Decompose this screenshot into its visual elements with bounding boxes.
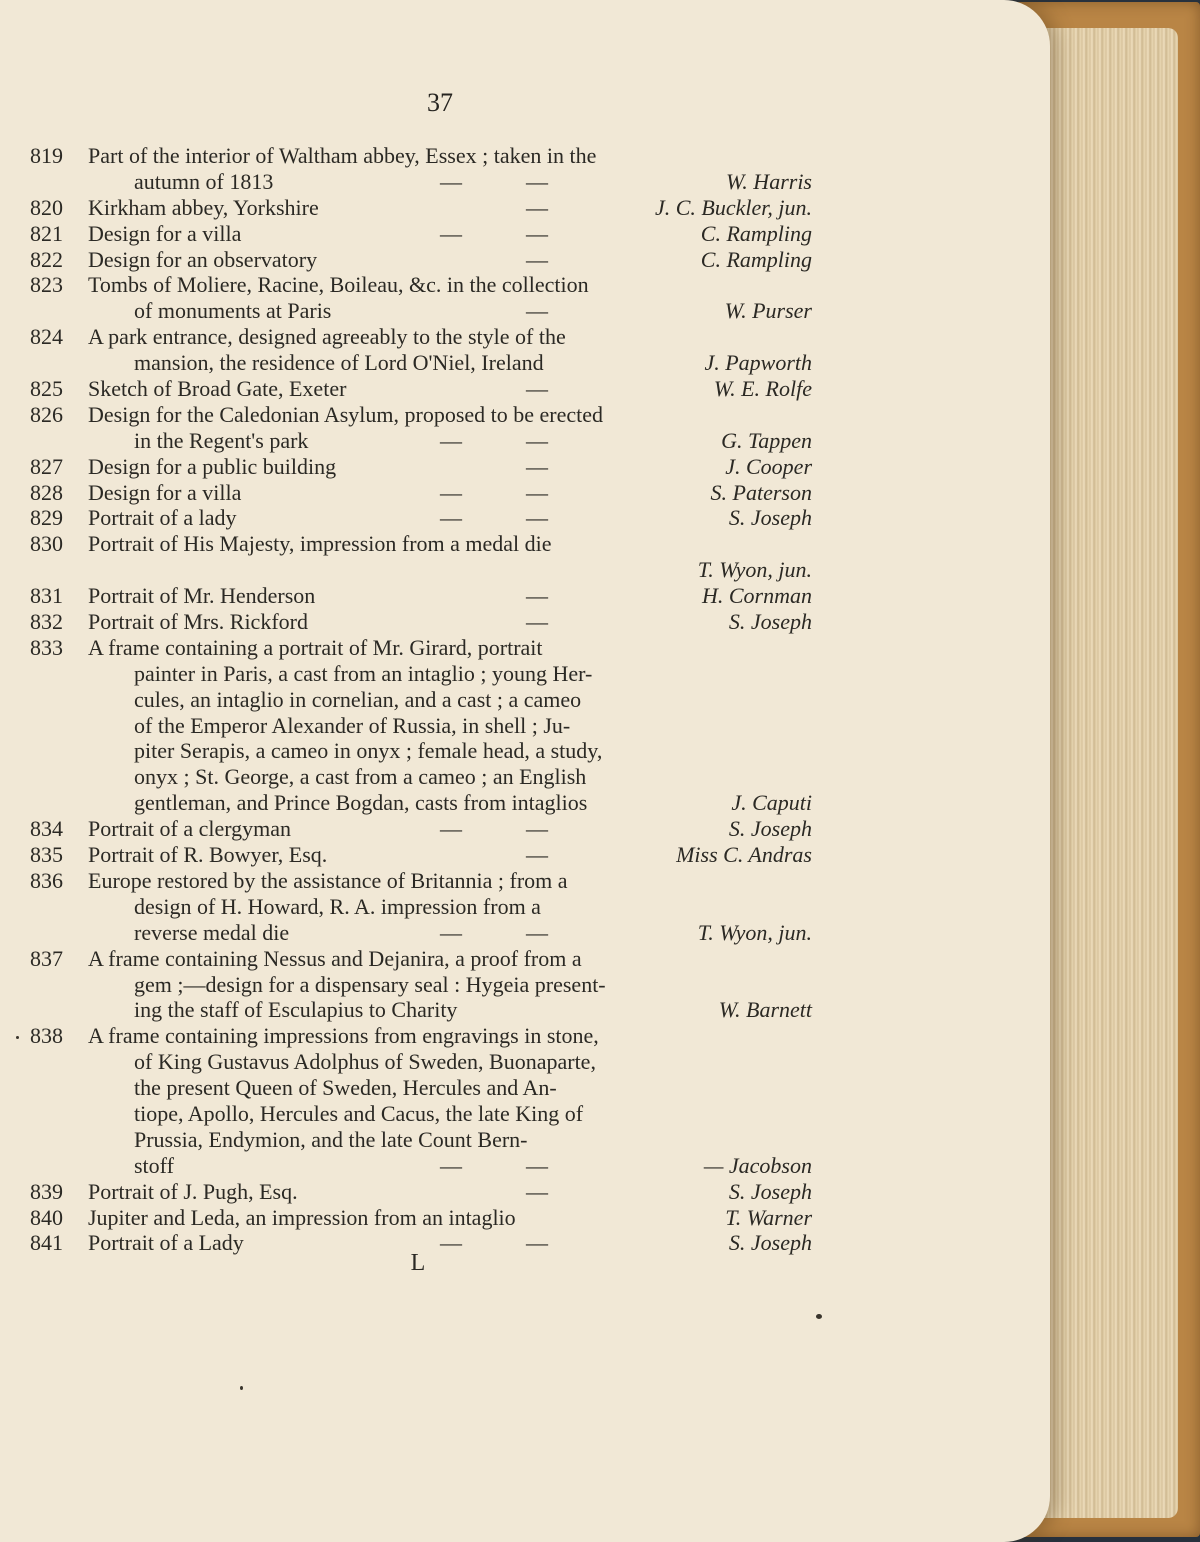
entry-line	[0, 247, 1050, 273]
leader-dash: —	[526, 1152, 548, 1178]
entry-line	[0, 1049, 1050, 1075]
signature-mark: L	[410, 1250, 426, 1276]
leader-dash: —	[526, 583, 548, 609]
entry-line	[0, 1075, 1050, 1101]
entry-line	[0, 505, 1050, 531]
artist-name: C. Rampling	[700, 220, 812, 246]
entry-line	[0, 272, 1050, 298]
entry-line	[0, 1205, 1050, 1231]
entry-line	[0, 1023, 1050, 1049]
artist-name: T. Warner	[725, 1204, 812, 1230]
entry-title: reverse medal die	[134, 919, 290, 945]
artist-name: G. Tappen	[721, 427, 812, 453]
entry-title: cules, an intaglio in cornelian, and a cast ; a cameo	[134, 686, 582, 712]
catalogue-entry	[0, 505, 1050, 531]
leader-dash: —	[440, 919, 462, 945]
entry-line	[0, 143, 1050, 169]
entry-title: Portrait of His Majesty, impression from a medal die	[88, 531, 552, 557]
catalogue-entry	[0, 842, 1050, 868]
catalogue-entry	[0, 376, 1050, 402]
entry-number: 819	[30, 143, 63, 168]
entry-number: 840	[30, 1204, 63, 1230]
entry-title: design of H. Howard, R. A. impression from a	[134, 893, 541, 919]
catalogue-entry	[0, 247, 1050, 273]
entry-line	[0, 687, 1050, 713]
entry-line	[0, 764, 1050, 790]
page-edges	[1032, 28, 1178, 1518]
entry-title: Portrait of a lady	[88, 505, 237, 531]
entry-title: A frame containing impressions from engravings in stone,	[88, 1023, 599, 1049]
entry-line	[0, 1230, 1050, 1256]
catalogue-entry	[0, 143, 1050, 195]
entry-line	[0, 531, 1050, 557]
entry-title: Europe restored by the assistance of Britannia ; from a	[88, 867, 568, 893]
leader-dash: —	[526, 919, 548, 945]
ink-speck	[240, 1386, 243, 1390]
leader-dash: —	[526, 220, 548, 246]
catalogue-entry	[0, 454, 1050, 480]
entry-title: Portrait of a clergyman	[88, 816, 292, 842]
entry-line	[0, 972, 1050, 998]
artist-name: C. Rampling	[700, 246, 812, 272]
leader-dash: —	[526, 376, 548, 402]
entry-line	[0, 713, 1050, 739]
entry-title: A frame containing a portrait of Mr. Girard, portrait	[88, 634, 543, 660]
artist-name: T. Wyon, jun.	[697, 919, 812, 945]
entry-line	[0, 480, 1050, 506]
catalogue-entry	[0, 635, 1050, 816]
entry-line	[0, 169, 1050, 195]
entry-title: Design for the Caledonian Asylum, proposed to be erected	[88, 401, 604, 427]
entry-number: 820	[30, 194, 63, 220]
catalogue-entry	[0, 946, 1050, 1024]
entry-title: Kirkham abbey, Yorkshire	[88, 194, 319, 220]
leader-dash: —	[526, 194, 548, 220]
entry-number: 839	[30, 1178, 63, 1204]
entry-number: 830	[30, 531, 63, 557]
entry-line	[0, 583, 1050, 609]
entry-line	[0, 376, 1050, 402]
artist-name: S. Joseph	[728, 1178, 812, 1204]
entry-title: Design for a public building	[88, 453, 337, 479]
entry-line	[0, 298, 1050, 324]
entry-title: Part of the interior of Waltham abbey, Essex ; taken in the	[88, 143, 597, 168]
catalogue-entry	[0, 868, 1050, 946]
entry-number: 838	[30, 1023, 63, 1049]
entry-line	[0, 454, 1050, 480]
entry-title: piter Serapis, a cameo in onyx ; female head, a study,	[134, 738, 603, 764]
entry-line	[0, 816, 1050, 842]
leader-dash: —	[526, 427, 548, 453]
entry-title: mansion, the residence of Lord O'Niel, Ireland	[134, 350, 544, 376]
entry-title: Portrait of Mr. Henderson	[88, 583, 316, 609]
entry-number: 824	[30, 324, 63, 350]
entry-line	[0, 324, 1050, 350]
leader-dash: —	[440, 479, 462, 505]
artist-name: S. Joseph	[728, 505, 812, 531]
entry-title: of the Emperor Alexander of Russia, in shell ; Ju-	[134, 712, 571, 738]
entry-title: onyx ; St. George, a cast from a cameo ; an English	[134, 764, 587, 790]
entry-title: A park entrance, designed agreeably to the style of the	[88, 324, 566, 350]
page-number: 37	[427, 88, 453, 117]
catalogue-entry	[0, 609, 1050, 635]
catalogue-entry	[0, 816, 1050, 842]
entry-title: Portrait of Mrs. Rickford	[88, 609, 308, 635]
leader-dash: —	[440, 505, 462, 531]
entry-number: 823	[30, 272, 63, 298]
leader-dash: —	[526, 298, 548, 324]
leader-dash: —	[526, 1230, 548, 1256]
catalogue-entry	[0, 531, 1050, 583]
leader-dash: —	[526, 609, 548, 635]
entry-title: gentleman, and Prince Bogdan, casts from intaglios	[134, 790, 588, 816]
entry-number: 831	[30, 583, 63, 609]
leader-dash: —	[526, 246, 548, 272]
entry-line	[0, 946, 1050, 972]
catalogue-entry	[0, 402, 1050, 454]
catalogue-entry	[0, 1205, 1050, 1231]
artist-name: T. Wyon, jun.	[697, 557, 812, 583]
leader-dash: —	[440, 1152, 462, 1178]
entry-title: Design for an observatory	[88, 246, 318, 272]
entry-title: Portrait of R. Bowyer, Esq.	[88, 842, 328, 868]
entry-line	[0, 195, 1050, 221]
entry-number: 834	[30, 816, 63, 842]
entry-title: the present Queen of Sweden, Hercules and An-	[134, 1075, 557, 1101]
entry-list	[0, 143, 1050, 1256]
entry-line	[0, 557, 1050, 583]
entry-title: autumn of 1813	[134, 168, 274, 194]
entry-line	[0, 221, 1050, 247]
entry-number: 832	[30, 609, 63, 635]
entry-number: 841	[30, 1230, 63, 1256]
leader-dash: —	[440, 220, 462, 246]
entry-number: 837	[30, 945, 63, 971]
entry-line	[0, 609, 1050, 635]
leader-dash: —	[526, 168, 548, 194]
entry-number: 826	[30, 401, 63, 427]
catalogue-entry	[0, 1179, 1050, 1205]
entry-line	[0, 428, 1050, 454]
artist-name: H. Cornman	[701, 583, 812, 609]
entry-title: painter in Paris, a cast from an intaglio ; young Her-	[134, 660, 593, 686]
artist-name: J. C. Buckler, jun.	[654, 194, 812, 220]
catalogue-entry	[0, 480, 1050, 506]
entry-title: gem ;—design for a dispensary seal : Hygeia present-	[134, 971, 606, 997]
entry-line	[0, 738, 1050, 764]
artist-name: J. Papworth	[704, 350, 812, 376]
entry-number: 835	[30, 842, 63, 868]
leader-dash: —	[526, 842, 548, 868]
entry-number: 822	[30, 246, 63, 272]
entry-title: of monuments at Paris	[134, 298, 332, 324]
catalogue-entry	[0, 272, 1050, 324]
ink-speck	[816, 1314, 822, 1319]
entry-title: Tombs of Moliere, Racine, Boileau, &c. in the collection	[88, 272, 589, 298]
entry-line	[0, 1101, 1050, 1127]
entry-number: 825	[30, 376, 63, 402]
entry-title: of King Gustavus Adolphus of Sweden, Buonaparte,	[134, 1049, 596, 1075]
catalogue-entry	[0, 221, 1050, 247]
leader-dash: —	[440, 427, 462, 453]
artist-name: Miss C. Andras	[676, 842, 812, 868]
entry-line	[0, 661, 1050, 687]
entry-line	[0, 1127, 1050, 1153]
entry-title: A frame containing Nessus and Dejanira, a proof from a	[88, 945, 582, 971]
leader-dash: —	[526, 1178, 548, 1204]
artist-name: J. Cooper	[725, 453, 812, 479]
leader-dash: —	[526, 453, 548, 479]
leader-dash: —	[440, 816, 462, 842]
leader-dash: —	[526, 505, 548, 531]
artist-name: W. E. Rolfe	[713, 376, 812, 402]
entry-title: Sketch of Broad Gate, Exeter	[88, 376, 347, 402]
catalogue-entry	[0, 583, 1050, 609]
entry-line	[0, 635, 1050, 661]
entry-number: 833	[30, 634, 63, 660]
entry-line	[0, 894, 1050, 920]
artist-name: — Jacobson	[703, 1152, 812, 1178]
leader-dash: —	[440, 168, 462, 194]
entry-title: tiope, Apollo, Hercules and Cacus, the late King of	[134, 1100, 584, 1126]
entry-title: Portrait of a Lady	[88, 1230, 244, 1256]
entry-line	[0, 402, 1050, 428]
entry-line	[0, 842, 1050, 868]
artist-name: S. Paterson	[710, 479, 812, 505]
entry-line	[0, 350, 1050, 376]
artist-name: W. Harris	[726, 168, 812, 194]
entry-number: 829	[30, 505, 63, 531]
leader-dash: —	[440, 1230, 462, 1256]
ink-speck	[16, 1036, 19, 1039]
artist-name: W. Purser	[724, 298, 812, 324]
entry-number: 828	[30, 479, 63, 505]
artist-name: W. Barnett	[718, 997, 812, 1023]
entry-line	[0, 997, 1050, 1023]
entry-number: 827	[30, 453, 63, 479]
catalogue-entry	[0, 324, 1050, 376]
leader-dash: —	[526, 816, 548, 842]
artist-name: J. Caputi	[731, 790, 812, 816]
entry-title: Portrait of J. Pugh, Esq.	[88, 1178, 298, 1204]
catalogue-entry	[0, 195, 1050, 221]
entry-number: 821	[30, 220, 63, 246]
entry-title: ing the staff of Esculapius to Charity	[134, 997, 458, 1023]
artist-name: S. Joseph	[728, 1230, 812, 1256]
artist-name: S. Joseph	[728, 609, 812, 635]
catalogue-entry	[0, 1023, 1050, 1178]
entry-line	[0, 790, 1050, 816]
entry-number: 836	[30, 867, 63, 893]
entry-title: Design for a villa	[88, 220, 242, 246]
entry-line	[0, 920, 1050, 946]
catalogue-entry	[0, 1230, 1050, 1256]
entry-line	[0, 1153, 1050, 1179]
entry-line	[0, 1179, 1050, 1205]
entry-title: Design for a villa	[88, 479, 242, 505]
entry-title: stoff	[134, 1152, 174, 1178]
artist-name: S. Joseph	[728, 816, 812, 842]
entry-line	[0, 868, 1050, 894]
leader-dash: —	[526, 479, 548, 505]
entry-title: Prussia, Endymion, and the late Count Bern-	[134, 1126, 528, 1152]
entry-title: in the Regent's park	[134, 427, 309, 453]
entry-title: Jupiter and Leda, an impression from an intaglio	[88, 1204, 516, 1230]
